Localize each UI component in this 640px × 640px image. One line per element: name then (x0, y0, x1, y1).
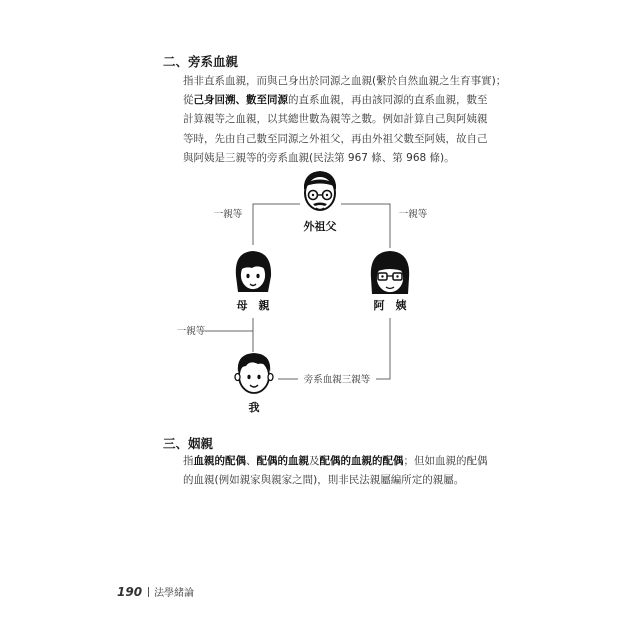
section-heading-collateral: 二、旁系血親 (163, 54, 239, 69)
bold-text: 己身回溯、數至同源 (193, 94, 288, 107)
para-line: 等時，先由自己數至同源之外祖父，再由外祖父數至阿姨，故自己 (183, 132, 488, 145)
aunt-icon (371, 251, 409, 294)
edge-label-mother-self: 一親等 (176, 326, 206, 337)
divider (148, 587, 149, 597)
text: 及 (309, 455, 320, 467)
mother-label: 母 親 (236, 299, 270, 312)
grandfather-label: 外祖父 (303, 220, 337, 233)
text: 指 (183, 455, 194, 467)
edge-label-self-aunt: 旁系血親三親等 (303, 374, 371, 386)
para-line (183, 452, 503, 471)
book-title: 法學緒論 (154, 588, 195, 599)
edge-self-aunt (278, 318, 390, 379)
text: ；但如血親的配偶 (403, 455, 488, 467)
edge-label-gf-mother: 一親等 (213, 209, 243, 220)
page-footer (117, 584, 194, 599)
bold-text: 血親的配偶 (193, 455, 246, 467)
self-icon (235, 353, 273, 393)
edge-label-gf-aunt: 一親等 (398, 209, 428, 220)
text: 從 (183, 94, 194, 107)
page-number: 190 (117, 585, 143, 599)
self-label: 我 (248, 401, 260, 414)
text: 、 (246, 455, 257, 467)
grandfather-icon (304, 171, 336, 210)
para-line: 計算親等之血親，以其總世數為親等之數。例如計算自己與阿姨親 (183, 113, 488, 126)
edge-grandfather-aunt (341, 204, 390, 248)
affinity-paragraph (183, 452, 503, 490)
mother-icon (236, 251, 271, 292)
edge-grandfather-mother (253, 204, 300, 245)
para-line: 的血親(例如親家與親家之間)，則非民法親屬編所定的親屬。 (183, 474, 465, 487)
aunt-label: 阿 姨 (373, 299, 407, 312)
para-line: 指非直系血親，而與己身出於同源之血親(繫於自然血親之生育事實)； (183, 75, 507, 87)
para-line: 與阿姨是三親等的旁系血親(民法第 967 條、第 968 條)。 (183, 151, 455, 164)
bold-text: 配偶的血親的配偶 (319, 455, 404, 467)
text: 的直系血親，再由該同源的直系血親，數至 (288, 94, 488, 107)
section-heading-affinity: 三、姻親 (163, 436, 214, 451)
bold-text: 配偶的血親 (256, 455, 309, 467)
